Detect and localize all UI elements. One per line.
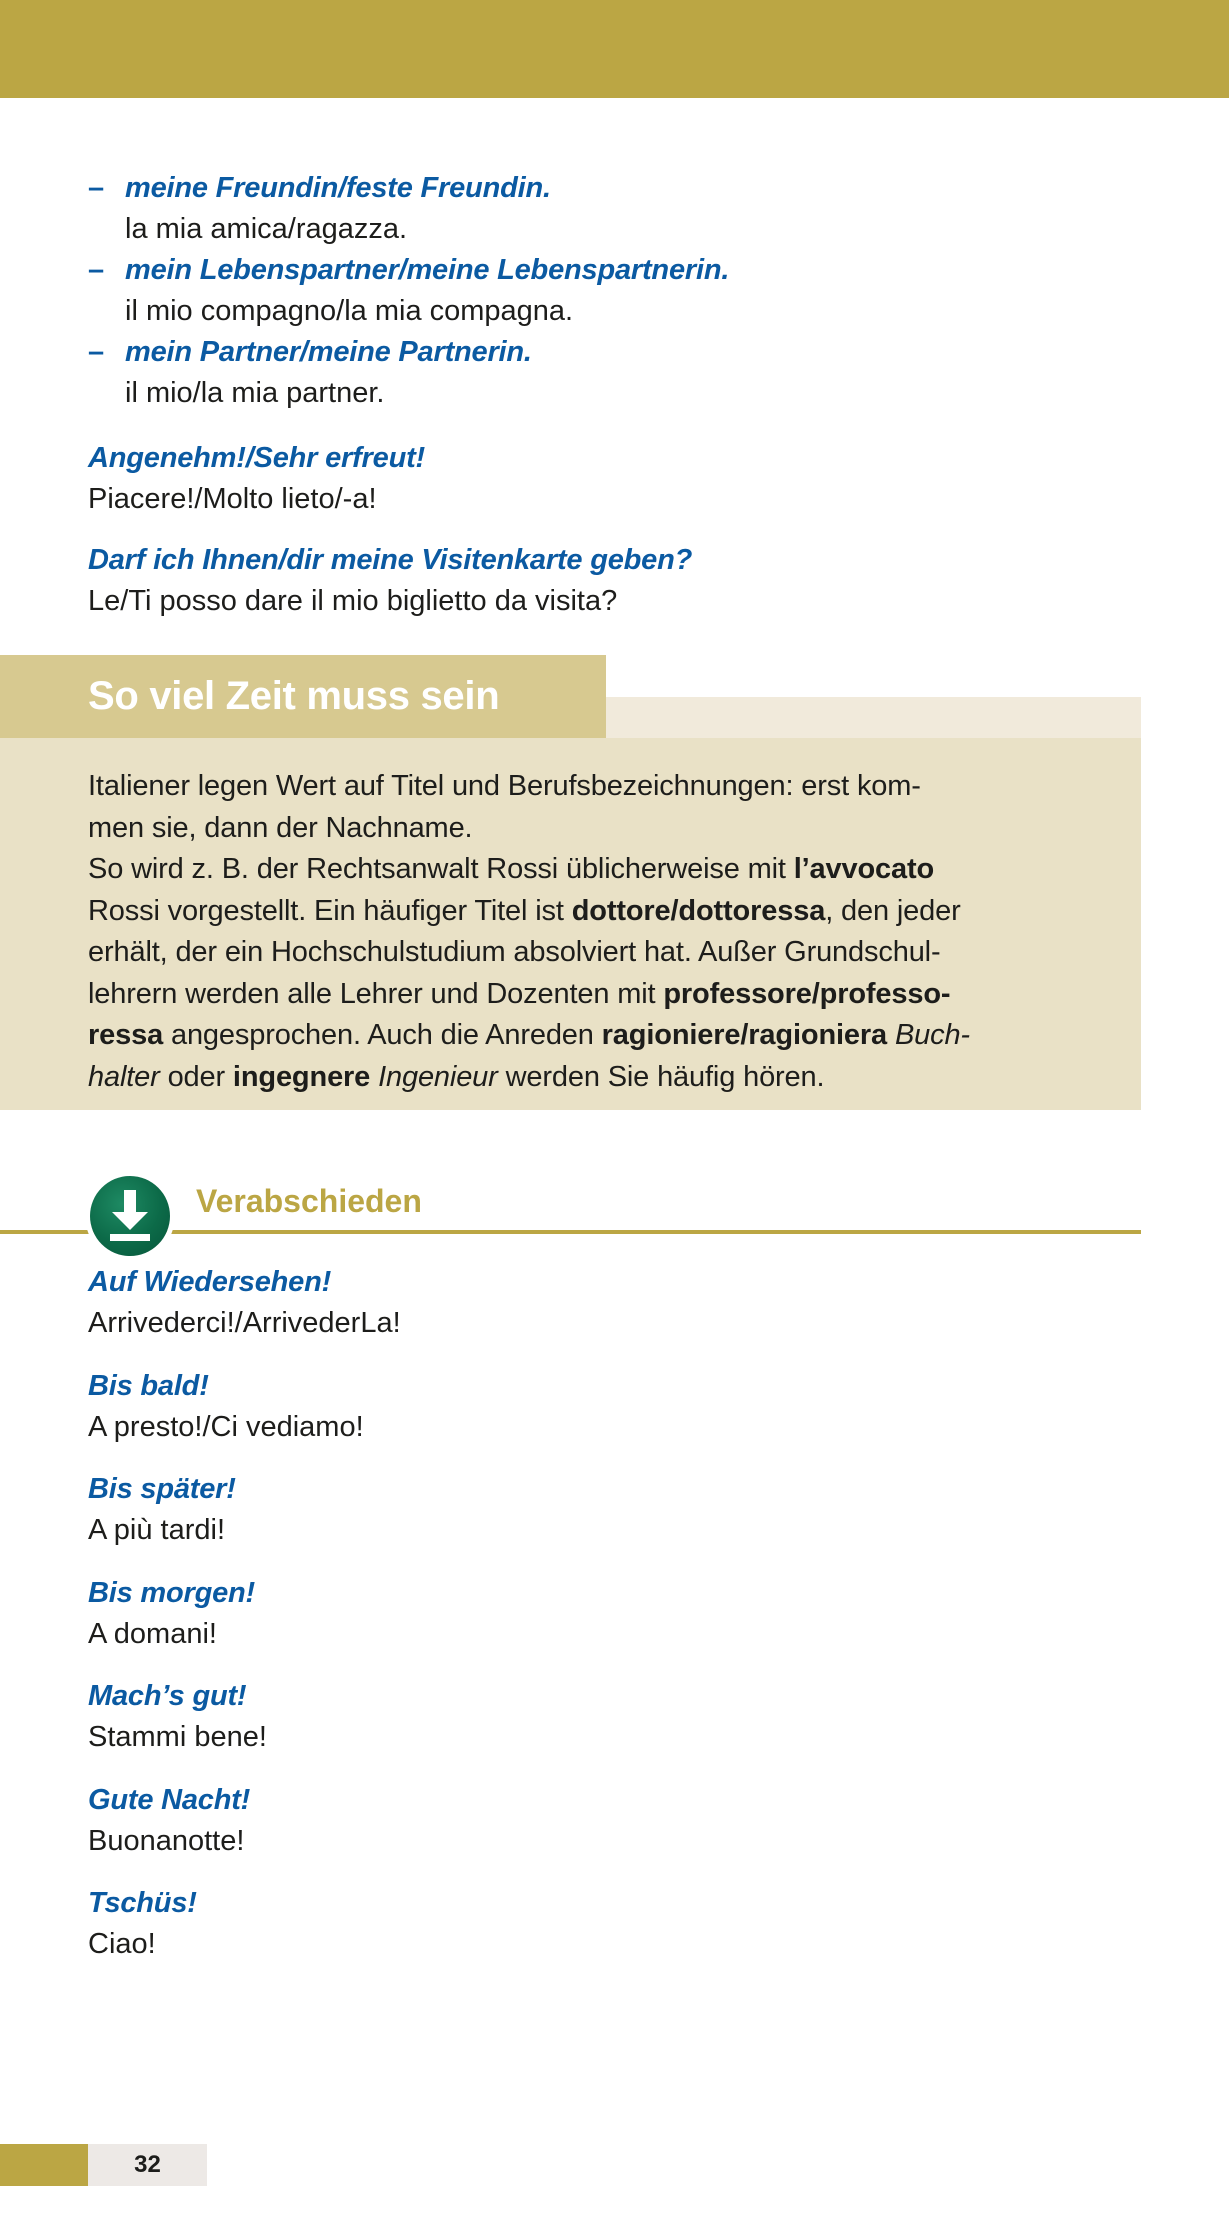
phrase-pair [88, 1883, 1088, 1965]
german-phrase: mein Lebenspartner/meine Lebenspartnerin. [125, 254, 730, 286]
german-phrase: mein Partner/meine Partnerin. [125, 336, 532, 368]
tip-box-text [88, 766, 1088, 1098]
tip-box-line [88, 1015, 1088, 1057]
tip-box-title: So viel Zeit muss sein [88, 674, 500, 718]
phrase-pair [88, 540, 1088, 622]
body-text [887, 1019, 895, 1051]
italian-translation: Buonanotte! [88, 1825, 245, 1857]
german-phrase: Tschüs! [88, 1887, 197, 1919]
body-text: lehrern werden alle Lehrer und Dozenten mit [88, 977, 664, 1010]
italian-term: ingegnere [232, 1060, 371, 1093]
german-phrase: Mach’s gut! [88, 1680, 247, 1712]
german-phrase: meine Freundin/feste Freundin. [125, 172, 551, 204]
body-text [370, 1061, 378, 1093]
italian-translation: Piacere!/Molto lieto/-a! [88, 483, 377, 515]
list-item [88, 168, 1088, 250]
tip-box-line [88, 932, 1088, 974]
italian-translation: il mio compagno/la mia compagna. [125, 295, 574, 327]
body-text: erhält, der ein Hochschulstudium absolviert hat. Außer Grundschul- [88, 936, 941, 968]
section-title: Verabschieden [196, 1183, 422, 1219]
body-text: Rossi vorgestellt. Ein häufiger Titel ist [88, 894, 572, 927]
body-text: angesprochen. Auch die Anreden [163, 1019, 602, 1051]
page-number-accent [0, 2144, 88, 2186]
download-arrow-icon [90, 1176, 170, 1256]
tip-box-line [88, 891, 1088, 933]
dash-bullet: – [88, 254, 105, 286]
body-text: men sie, dann der Nachname. [88, 811, 473, 844]
tip-box-line [88, 808, 1088, 850]
phrase-pair [88, 1366, 1088, 1448]
body-text: Italiener legen Wert auf Titel und Berufsbezeichnungen: erst kom- [88, 770, 921, 802]
german-phrase: Bis bald! [88, 1370, 209, 1402]
german-phrase: Bis morgen! [88, 1577, 255, 1609]
dash-bullet: – [88, 336, 105, 368]
tip-box-line [88, 766, 1088, 808]
italian-translation: la mia amica/ragazza. [125, 213, 408, 245]
italian-translation: il mio/la mia partner. [125, 377, 385, 409]
body-text: oder [159, 1060, 233, 1093]
phrase-pair [88, 1780, 1088, 1862]
relationship-list [88, 168, 1088, 414]
german-phrase: Auf Wiedersehen! [88, 1266, 332, 1298]
list-item [88, 250, 1088, 332]
german-gloss: halter [88, 1060, 160, 1093]
italian-term: ragioniere/ragioniera [601, 1019, 888, 1051]
tip-box-line [88, 849, 1088, 891]
tip-box-line [88, 974, 1088, 1016]
section-divider [0, 1230, 1141, 1234]
phrase-pair [88, 438, 1088, 520]
header-band [0, 0, 1229, 98]
list-item [88, 332, 1088, 414]
italian-translation: Le/Ti posso dare il mio biglietto da visita? [88, 585, 618, 617]
italian-translation: Stammi bene! [88, 1721, 267, 1753]
german-phrase: Gute Nacht! [88, 1784, 251, 1816]
phrase-pair [88, 1469, 1088, 1551]
body-text: werden Sie häufig hören. [497, 1060, 825, 1093]
phrase-pair [88, 1573, 1088, 1655]
body-text: So wird z. B. der Rechtsanwalt Rossi üblicherweise mit [88, 853, 794, 885]
german-phrase: Bis später! [88, 1473, 236, 1505]
phrase-pair [88, 1676, 1088, 1758]
german-phrase: Darf ich Ihnen/dir meine Visitenkarte geben? [88, 544, 693, 576]
italian-translation: A presto!/Ci vediamo! [88, 1411, 364, 1443]
italian-term: ressa [88, 1019, 164, 1051]
german-gloss: Ingenieur [378, 1060, 498, 1093]
body-text: , den jeder [825, 894, 961, 927]
italian-translation: Ciao! [88, 1928, 156, 1960]
page-number: 32 [88, 2144, 207, 2186]
tip-box-line [88, 1057, 1088, 1099]
italian-term: l’avvocato [793, 853, 935, 885]
tip-box-strip [606, 697, 1141, 738]
german-phrase: Angenehm!/Sehr erfreut! [88, 442, 425, 474]
dash-bullet: – [88, 172, 105, 204]
phrase-pair [88, 1262, 1088, 1344]
italian-term: dottore/dottoressa [571, 894, 826, 927]
italian-translation: A domani! [88, 1618, 217, 1650]
italian-term: professore/professo- [663, 977, 951, 1010]
italian-translation: Arrivederci!/ArrivederLa! [88, 1307, 401, 1339]
italian-translation: A più tardi! [88, 1514, 226, 1546]
german-gloss: Buch- [894, 1019, 970, 1051]
